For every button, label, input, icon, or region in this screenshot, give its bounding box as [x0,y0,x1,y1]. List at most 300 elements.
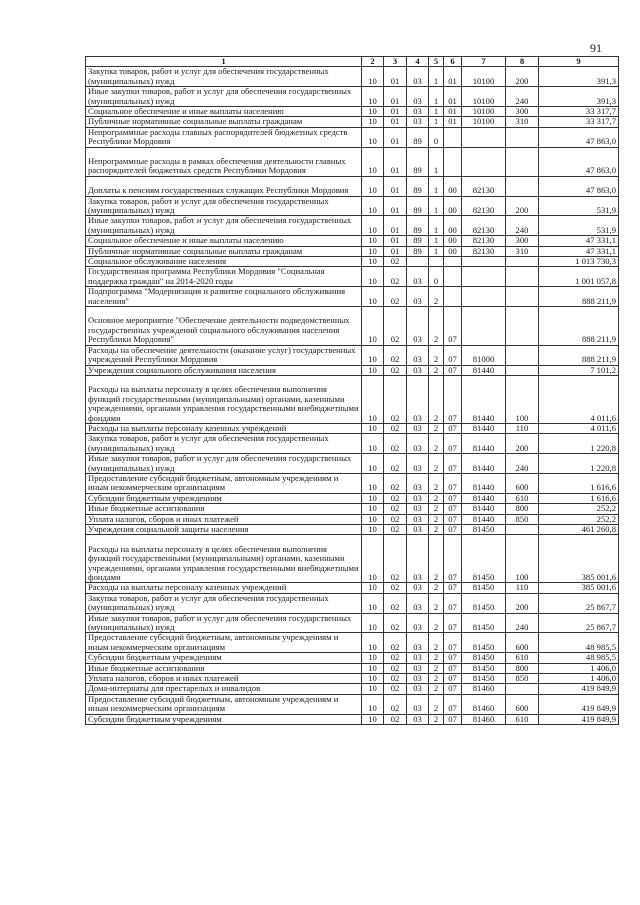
table-row [86,514,619,524]
code-cell: 1 [429,196,444,216]
table-row [86,216,619,236]
expense-name-cell: Иные закупки товаров, работ и услуг для обеспечения государственных (муниципальных) нужд [86,87,362,107]
code-cell: 01 [384,107,407,117]
code-cell: 02 [384,257,407,267]
table-row [86,653,619,663]
code-cell: 07 [444,514,462,524]
expense-name-cell: Субсидии бюджетным учреждениям [86,493,362,503]
code-cell: 02 [384,365,407,375]
code-cell: 10 [362,454,384,474]
expense-name-cell: Предоставление субсидий бюджетным, автономным учреждениям и иным некоммерческим организациям [86,473,362,493]
code-cell: 03 [407,514,429,524]
code-cell: 02 [384,514,407,524]
code-cell: 10 [362,216,384,236]
code-cell: 2 [429,714,444,724]
code-cell: 07 [444,423,462,433]
expense-name-cell: Закупка товаров, работ и услуг для обеспечения государственных (муниципальных) нужд [86,196,362,216]
code-cell: 10 [362,434,384,454]
code-cell [506,345,539,365]
code-cell: 02 [384,653,407,663]
code-cell: 81450 [462,653,506,663]
code-cell: 03 [407,613,429,633]
table-row [86,246,619,256]
table-row [86,454,619,474]
code-cell: 10100 [462,107,506,117]
code-cell: 10 [362,147,384,176]
amount-cell: 1 013 730,3 [539,257,619,267]
code-cell: 01 [444,67,462,87]
expense-name-cell: Закупка товаров, работ и услуг для обеспечения государственных (муниципальных) нужд [86,67,362,87]
code-cell: 02 [384,633,407,653]
code-cell: 2 [429,345,444,365]
code-cell: 89 [407,196,429,216]
code-cell: 01 [444,107,462,117]
table-row [86,67,619,87]
table-row [86,147,619,176]
amount-cell: 419 849,9 [539,694,619,714]
code-cell: 850 [506,674,539,684]
expense-name-cell: Социальное обеспечение и иные выплаты населению [86,236,362,246]
expense-name-cell: Уплата налогов, сборов и иных платежей [86,514,362,524]
amount-cell: 385 001,6 [539,583,619,593]
code-cell: 01 [384,117,407,127]
budget-table [85,56,619,725]
code-cell: 10 [362,514,384,524]
code-cell: 10 [362,257,384,267]
code-cell [506,176,539,196]
code-cell: 02 [384,583,407,593]
code-cell: 01 [384,87,407,107]
expense-name-cell: Расходы на обеспечение деятельности (оказание услуг) государственных учреждений Республики Мордовия [86,345,362,365]
code-cell: 07 [444,535,462,583]
code-cell: 10 [362,127,384,147]
code-cell: 10 [362,176,384,196]
amount-cell: 4 011,6 [539,375,619,423]
code-cell: 81440 [462,493,506,503]
code-cell: 02 [384,684,407,694]
code-cell: 2 [429,663,444,673]
header-cell: 5 [429,57,444,67]
amount-cell: 1 001 057,8 [539,267,619,287]
code-cell: 81440 [462,375,506,423]
code-cell [462,267,506,287]
code-cell: 610 [506,714,539,724]
code-cell: 200 [506,196,539,216]
code-cell: 03 [407,434,429,454]
code-cell: 00 [444,196,462,216]
expense-name-cell: Иные бюджетные ассигнования [86,663,362,673]
code-cell: 1 [429,216,444,236]
code-cell: 110 [506,583,539,593]
header-cell: 7 [462,57,506,67]
expense-name-cell: Закупка товаров, работ и услуг для обеспечения государственных (муниципальных) нужд [86,593,362,613]
table-row [86,633,619,653]
expense-name-cell: Иные закупки товаров, работ и услуг для обеспечения государственных (муниципальных) нужд [86,613,362,633]
amount-cell: 1 220,8 [539,454,619,474]
code-cell: 10 [362,236,384,246]
amount-cell: 1 406,0 [539,663,619,673]
expense-name-cell: Уплата налогов, сборов и иных платежей [86,674,362,684]
code-cell: 2 [429,365,444,375]
code-cell: 01 [384,216,407,236]
code-cell: 200 [506,593,539,613]
code-cell: 07 [444,674,462,684]
table-row [86,196,619,216]
code-cell: 2 [429,287,444,307]
code-cell: 02 [384,473,407,493]
expense-name-cell: Государственная программа Республики Мордовия "Социальная поддержка граждан" на 2014-2020 годы [86,267,362,287]
header-cell: 1 [86,57,362,67]
code-cell: 03 [407,307,429,346]
code-cell: 07 [444,633,462,653]
amount-cell: 48 985,5 [539,633,619,653]
code-cell: 07 [444,714,462,724]
expense-name-cell: Расходы на выплаты персоналу в целях обеспечения выполнения функций государственными (муниципальными) органами, казенными учреждениями, органами управления государственными внебюджетными фондами [86,535,362,583]
code-cell: 03 [407,107,429,117]
amount-cell: 531,9 [539,196,619,216]
code-cell [506,307,539,346]
code-cell [444,287,462,307]
code-cell: 03 [407,694,429,714]
amount-cell: 461 260,8 [539,524,619,534]
table-row [86,493,619,503]
code-cell: 82130 [462,246,506,256]
code-cell: 300 [506,107,539,117]
code-cell: 07 [444,583,462,593]
code-cell: 10 [362,246,384,256]
code-cell: 240 [506,613,539,633]
amount-cell: 419 849,9 [539,684,619,694]
code-cell: 1 [429,246,444,256]
code-cell: 02 [384,674,407,684]
code-cell: 01 [384,236,407,246]
code-cell: 02 [384,694,407,714]
code-cell: 03 [407,535,429,583]
table-row [86,267,619,287]
expense-name-cell: Предоставление субсидий бюджетным, автономным учреждениям и иным некоммерческим организациям [86,694,362,714]
code-cell: 200 [506,67,539,87]
expense-name-cell: Субсидии бюджетным учреждениям [86,653,362,663]
code-cell: 1 [429,176,444,196]
code-cell: 10 [362,423,384,433]
amount-cell: 47 863,0 [539,176,619,196]
code-cell: 03 [407,593,429,613]
code-cell: 03 [407,287,429,307]
code-cell: 81440 [462,434,506,454]
code-cell: 200 [506,434,539,454]
table-row [86,117,619,127]
expense-name-cell: Социальное обслуживание населения [86,257,362,267]
code-cell: 02 [384,493,407,503]
code-cell: 610 [506,493,539,503]
code-cell: 03 [407,653,429,663]
code-cell: 300 [506,236,539,246]
code-cell: 02 [384,714,407,724]
amount-cell: 888 211,9 [539,345,619,365]
header-cell: 9 [539,57,619,67]
code-cell: 2 [429,504,444,514]
code-cell: 600 [506,473,539,493]
code-cell: 10 [362,694,384,714]
code-cell: 03 [407,117,429,127]
code-cell: 03 [407,714,429,724]
code-cell: 10 [362,535,384,583]
code-cell: 07 [444,593,462,613]
code-cell: 03 [407,674,429,684]
table-row [86,345,619,365]
code-cell: 2 [429,375,444,423]
expense-name-cell: Непрограммные расходы в рамках обеспечения деятельности главных распорядителей бюджетных средств Республики Мордовия [86,147,362,176]
code-cell: 07 [444,524,462,534]
table-row [86,684,619,694]
code-cell: 2 [429,524,444,534]
code-cell: 02 [384,307,407,346]
amount-cell: 531,9 [539,216,619,236]
code-cell: 81450 [462,583,506,593]
code-cell: 01 [444,117,462,127]
code-cell: 10100 [462,117,506,127]
expense-name-cell: Расходы на выплаты персоналу казенных учреждений [86,583,362,593]
code-cell: 1 [429,236,444,246]
expense-name-cell: Подпрограмма "Модернизация и развитие социального обслуживания населения" [86,287,362,307]
code-cell: 100 [506,535,539,583]
code-cell: 110 [506,423,539,433]
code-cell: 10 [362,633,384,653]
table-row [86,287,619,307]
amount-cell: 47 331,1 [539,236,619,246]
code-cell: 81460 [462,714,506,724]
code-cell: 1 [429,67,444,87]
code-cell: 03 [407,684,429,694]
code-cell: 01 [384,176,407,196]
code-cell: 1 [429,107,444,117]
code-cell: 2 [429,653,444,663]
amount-cell: 25 867,7 [539,593,619,613]
code-cell: 800 [506,663,539,673]
code-cell: 07 [444,454,462,474]
amount-cell: 33 317,7 [539,117,619,127]
amount-cell: 48 985,5 [539,653,619,663]
code-cell: 2 [429,423,444,433]
code-cell: 10 [362,593,384,613]
code-cell: 0 [429,267,444,287]
table-row [86,593,619,613]
expense-name-cell: Учреждения социального обслуживания населения [86,365,362,375]
code-cell [506,147,539,176]
code-cell: 10 [362,345,384,365]
code-cell: 00 [444,246,462,256]
expense-name-cell: Закупка товаров, работ и услуг для обеспечения государственных (муниципальных) нужд [86,434,362,454]
amount-cell: 47 863,0 [539,147,619,176]
code-cell: 89 [407,127,429,147]
code-cell: 03 [407,345,429,365]
code-cell: 10 [362,365,384,375]
code-cell: 1 [429,117,444,127]
code-cell: 07 [444,504,462,514]
code-cell: 10 [362,196,384,216]
code-cell: 81450 [462,524,506,534]
table-row [86,674,619,684]
table-row [86,375,619,423]
header-cell: 6 [444,57,462,67]
table-row [86,127,619,147]
code-cell: 07 [444,345,462,365]
code-cell [444,127,462,147]
code-cell: 10100 [462,87,506,107]
code-cell [506,684,539,694]
code-cell: 07 [444,694,462,714]
code-cell: 07 [444,493,462,503]
code-cell: 610 [506,653,539,663]
code-cell: 310 [506,117,539,127]
code-cell: 89 [407,216,429,236]
code-cell: 89 [407,236,429,246]
code-cell [506,257,539,267]
table-row [86,504,619,514]
code-cell: 03 [407,67,429,87]
page-number: 91 [590,41,602,55]
code-cell: 10 [362,524,384,534]
code-cell: 07 [444,684,462,694]
amount-cell: 888 211,9 [539,287,619,307]
amount-cell: 1 616,6 [539,473,619,493]
amount-cell: 7 101,2 [539,365,619,375]
code-cell: 800 [506,504,539,514]
header-cell: 4 [407,57,429,67]
code-cell: 10 [362,663,384,673]
code-cell: 10 [362,613,384,633]
code-cell: 89 [407,176,429,196]
header-cell: 2 [362,57,384,67]
code-cell: 2 [429,493,444,503]
code-cell [506,524,539,534]
code-cell: 81440 [462,514,506,524]
code-cell: 00 [444,236,462,246]
code-cell: 02 [384,524,407,534]
code-cell: 600 [506,633,539,653]
code-cell: 10 [362,473,384,493]
code-cell: 00 [444,216,462,236]
code-cell [444,147,462,176]
table-row [86,257,619,267]
code-cell: 81440 [462,504,506,514]
code-cell: 240 [506,87,539,107]
code-cell: 07 [444,307,462,346]
code-cell: 02 [384,593,407,613]
code-cell: 81460 [462,684,506,694]
code-cell [462,287,506,307]
code-cell [506,287,539,307]
code-cell: 03 [407,454,429,474]
expense-name-cell: Непрограммные расходы главных распорядителей бюджетных средств Республики Мордовия [86,127,362,147]
code-cell: 2 [429,674,444,684]
table-row [86,236,619,246]
table-row [86,583,619,593]
code-cell: 02 [384,454,407,474]
code-cell: 01 [384,196,407,216]
code-cell: 81460 [462,694,506,714]
code-cell: 03 [407,267,429,287]
header-cell: 3 [384,57,407,67]
code-cell: 240 [506,454,539,474]
code-cell: 10 [362,267,384,287]
code-cell: 01 [384,127,407,147]
code-cell: 02 [384,434,407,454]
table-row [86,694,619,714]
code-cell: 10 [362,684,384,694]
code-cell: 2 [429,613,444,633]
code-cell: 2 [429,514,444,524]
code-cell: 310 [506,246,539,256]
code-cell: 1 [429,147,444,176]
code-cell: 10 [362,504,384,514]
code-cell [407,257,429,267]
code-cell: 2 [429,307,444,346]
table-row [86,434,619,454]
code-cell: 02 [384,345,407,365]
expense-name-cell: Расходы на выплаты персоналу в целях обеспечения выполнения функций государственными (муниципальными) органами, казенными учреждениями, органами управления государственными внебюджетными фондами [86,375,362,423]
code-cell: 2 [429,694,444,714]
code-cell: 03 [407,87,429,107]
table-row [86,307,619,346]
code-cell [462,127,506,147]
expense-name-cell: Иные бюджетные ассигнования [86,504,362,514]
table-row [86,535,619,583]
code-cell: 240 [506,216,539,236]
code-cell: 01 [384,246,407,256]
expense-name-cell: Основное мероприятие "Обеспечение деятельности подведомственных государственных учреждений социального обслуживания населения Республики Мордовия" [86,307,362,346]
amount-cell: 252,2 [539,504,619,514]
code-cell: 07 [444,473,462,493]
amount-cell: 385 001,6 [539,535,619,583]
code-cell [506,267,539,287]
expense-name-cell: Публичные нормативные социальные выплаты гражданам [86,117,362,127]
code-cell: 01 [384,147,407,176]
amount-cell: 1 220,8 [539,434,619,454]
code-cell: 1 [429,87,444,107]
code-cell: 02 [384,423,407,433]
code-cell: 89 [407,147,429,176]
expense-name-cell: Доплаты к пенсиям государственных служащих Республики Мордовия [86,176,362,196]
expense-name-cell: Иные закупки товаров, работ и услуг для обеспечения государственных (муниципальных) нужд [86,216,362,236]
table-body [86,67,619,725]
code-cell: 02 [384,267,407,287]
code-cell: 02 [384,504,407,514]
header-cell: 8 [506,57,539,67]
code-cell [444,257,462,267]
code-cell: 03 [407,375,429,423]
expense-name-cell: Расходы на выплаты персоналу казенных учреждений [86,423,362,433]
code-cell: 02 [384,613,407,633]
table-row [86,365,619,375]
code-cell: 03 [407,473,429,493]
code-cell: 81450 [462,633,506,653]
amount-cell: 252,2 [539,514,619,524]
code-cell: 03 [407,504,429,514]
code-cell: 10 [362,493,384,503]
code-cell [429,257,444,267]
table-row [86,176,619,196]
code-cell [462,257,506,267]
code-cell: 07 [444,653,462,663]
code-cell: 00 [444,176,462,196]
code-cell: 10100 [462,67,506,87]
code-cell: 82130 [462,216,506,236]
code-cell: 07 [444,375,462,423]
code-cell: 10 [362,67,384,87]
code-cell: 02 [384,663,407,673]
code-cell: 81440 [462,473,506,493]
